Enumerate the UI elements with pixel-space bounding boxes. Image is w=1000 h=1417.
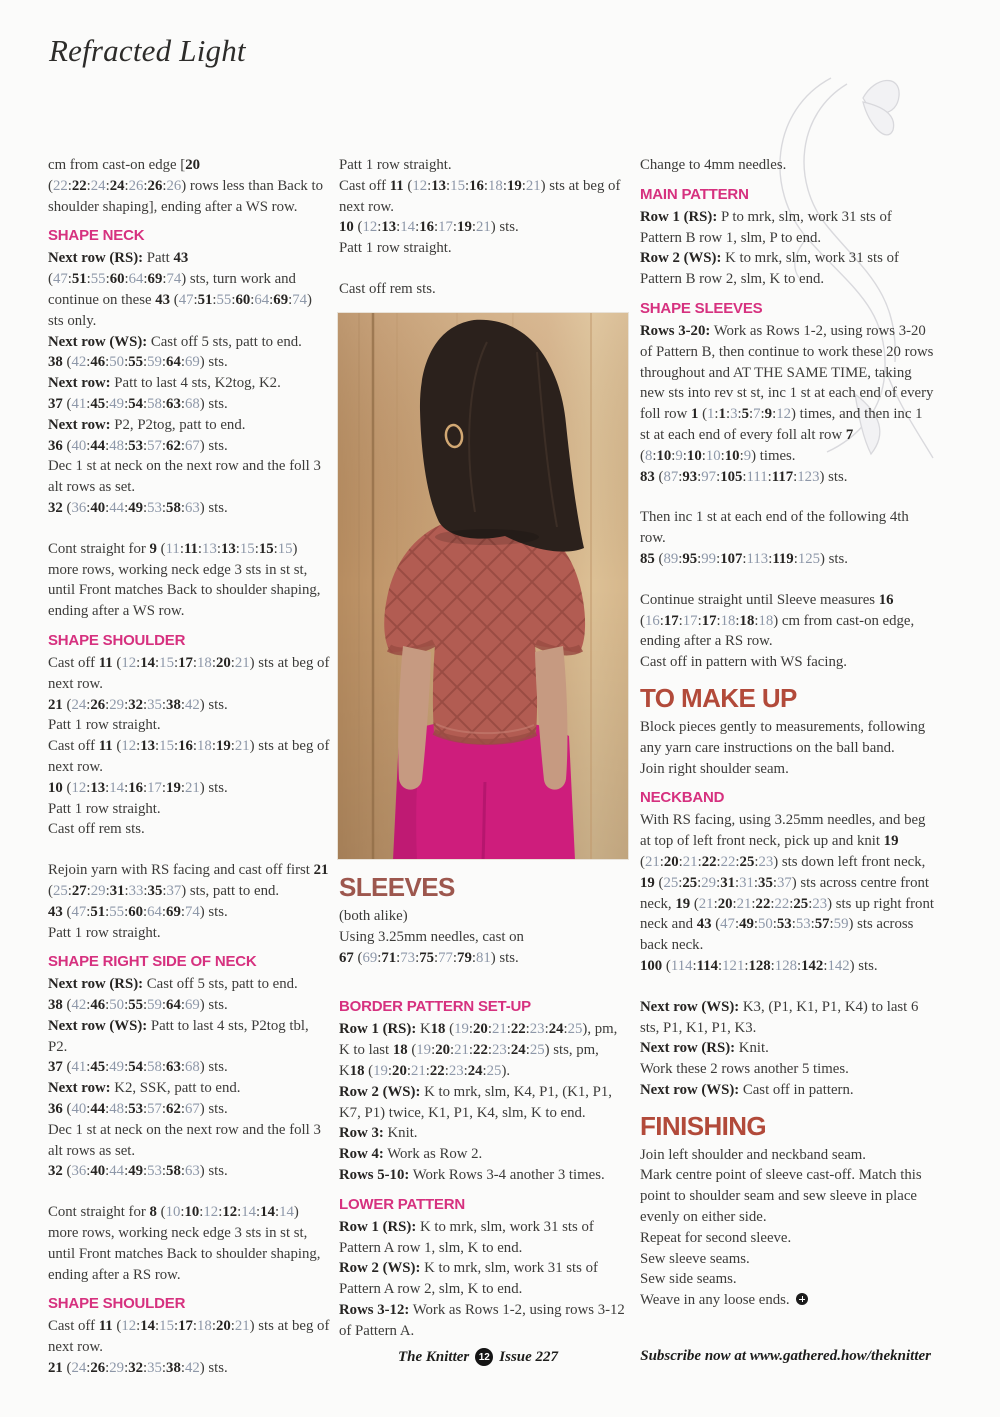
pattern-line: Next row (WS): Cast off in pattern. [640,1081,854,1098]
pattern-line: Block pieces gently to measurements, following any yarn care instructions on the ball band. [640,718,926,756]
pattern-line: Row 1 (RS): P to mrk, slm, work 31 sts of Pattern B row 1, slm, P to end. [640,208,892,246]
section-heading-large: SLEEVES [339,872,455,902]
pattern-line: Patt 1 row straight. [339,240,452,257]
section-heading: SHAPE NECK [48,227,145,245]
pattern-line: Patt 1 row straight. [339,157,452,173]
subscribe-text: Subscribe now at [640,1348,750,1364]
pattern-line: 10 (12:13:14:16:17:19:21) sts. [339,219,519,236]
paragraph [48,248,330,518]
section-heading: BORDER PATTERN SET-UP [339,998,531,1016]
pattern-line: Next row (WS): Cast off 5 sts, patt to end. [48,333,302,350]
pattern-line: Then inc 1 st at each end of the following 4th row. [640,509,909,547]
pattern-line: Rejoin yarn with RS facing and cast off first 21 (25:27:29:31:33:35:37) sts, patt to end. [48,862,329,899]
paragraph-gap [48,519,330,539]
text-column-3 [640,155,936,1311]
paragraph [48,653,330,840]
paragraph [640,590,936,673]
section-heading: SHAPE SHOULDER [48,1295,186,1313]
paragraph [339,1217,627,1342]
pattern-line: Join left shoulder and neckband seam. [640,1146,866,1163]
paragraph [48,860,330,943]
paragraph [48,1202,330,1285]
paragraph [339,155,627,259]
pattern-line: Cont straight for 8 (10:10:12:12:14:14:14) more rows, working neck edge 3 sts in st st, until Front matches Back to shoulder shaping, ending after a RS row. [48,1204,321,1283]
paragraph [640,810,936,976]
pattern-line: Cast off 11 (12:14:15:17:18:20:21) sts at beg of next row. [48,654,330,692]
pattern-line: Using 3.25mm needles, cast on [339,928,524,945]
section-heading-large: FINISHING [640,1110,767,1141]
paragraph [640,507,936,569]
footer-issue-info [398,1348,558,1366]
pattern-line: Patt 1 row straight. [48,924,161,941]
section-heading: SHAPE RIGHT SIDE OF NECK [48,953,257,971]
pattern-line: Dec 1 st at neck on the next row and the foll 3 alt rows as set. [48,458,321,496]
paragraph-gap [339,259,627,279]
pattern-line: Cast off in pattern with WS facing. [640,654,847,671]
paragraph [48,974,330,1182]
end-of-pattern-icon [796,1293,808,1305]
pattern-line: Work these 2 rows another 5 times. [640,1061,849,1078]
issue-number: Issue 227 [499,1348,559,1365]
footer-subscribe [640,1348,931,1365]
paragraph [640,321,936,487]
footer [0,1348,1000,1374]
pattern-line: 32 (36:40:44:49:53:58:63) sts. [48,1163,228,1180]
text-column-2-top [339,155,627,300]
pattern-line: Cast off 11 (12:14:15:17:18:20:21) sts at beg of next row. [48,1318,330,1356]
pattern-line: 21 (24:26:29:32:35:38:42) sts. [48,696,228,713]
pattern-line: 37 (41:45:49:54:58:63:68) sts. [48,395,228,412]
pattern-line: 36 (40:44:48:53:57:62:67) sts. [48,437,228,454]
pattern-line: Row 4: Work as Row 2. [339,1146,483,1163]
section-heading: SHAPE SHOULDER [48,631,186,649]
section-heading-large: TO MAKE UP [640,682,797,713]
pattern-line: Next row (WS): K3, (P1, K1, P1, K4) to last 6 sts, P1, K1, P1, K3. [640,998,919,1036]
pattern-line: Row 2 (WS): K to mrk, slm, work 31 sts of Pattern B row 2, slm, K to end. [640,250,899,288]
pattern-line: Sew side seams. [640,1271,737,1288]
model-photo-illustration [337,312,629,860]
pattern-line: 10 (12:13:14:16:17:19:21) sts. [48,779,228,796]
pattern-line: Row 1 (RS): K to mrk, slm, work 31 sts of Pattern A row 1, slm, K to end. [339,1218,594,1256]
pattern-line: Join right shoulder seam. [640,760,789,777]
pattern-line: Mark centre point of sleeve cast-off. Match this point to shoulder seam and sew sleeve in place evenly on either side. [640,1167,922,1226]
paragraph-gap [640,570,936,590]
paragraph [640,155,936,176]
pattern-line: Weave in any loose ends. [640,1290,936,1311]
paragraph-gap [48,1182,330,1202]
article-title: Refracted Light [49,33,246,68]
pattern-line: Next row (RS): Patt 43 (47:51:55:60:64:69:74) sts, turn work and continue on these 43 (47:51:55:60:64:69:74) sts only. [48,250,312,329]
pattern-line: Cast off 11 (12:13:15:16:18:19:21) sts at beg of next row. [48,738,330,775]
pattern-line: Row 2 (WS): K to mrk, slm, work 31 sts of Pattern A row 2, slm, K to end. [339,1260,598,1298]
pattern-line: Next row (RS): Cast off 5 sts, patt to end. [48,976,298,993]
paragraph [48,155,330,217]
pattern-line: 100 (114:114:121:128:128:142:142) sts. [640,957,878,974]
pattern-line: 32 (36:40:44:49:53:58:63) sts. [48,499,228,516]
pattern-line: 85 (89:95:99:107:113:119:125) sts. [640,550,848,567]
paragraph-gap [640,977,936,997]
pattern-line: Row 1 (RS): K18 (19:20:21:22:23:24:25), pm, K to last 18 (19:20:21:22:23:24:25) sts, pm, K18 (19:20:21:22:23:24:25). [339,1021,618,1079]
pattern-line: Cast off rem sts. [339,280,436,297]
pattern-line: Continue straight until Sleeve measures 16 (16:17:17:17:18:18:18) cm from cast-on edge, ending after a RS row. [640,591,915,650]
pattern-line: 38 (42:46:50:55:59:64:69) sts. [48,354,228,371]
paragraph [640,1145,936,1311]
paragraph-gap [48,840,330,860]
pattern-line: cm from cast-on edge [20 (22:22:24:24:26:26:26) rows less than Back to shoulder shaping], ending after a WS row. [48,157,324,215]
paragraph [339,1019,627,1185]
paragraph [640,207,936,290]
pattern-line: Next row: K2, SSK, patt to end. [48,1080,241,1097]
pattern-line: Next row (WS): Patt to last 4 sts, P2tog tbl, P2. [48,1017,309,1055]
pattern-line: Next row: Patt to last 4 sts, K2tog, K2. [48,375,281,392]
pattern-line: Row 3: Knit. [339,1125,418,1142]
pattern-line: (both alike) [339,908,408,924]
pattern-line: 83 (87:93:97:105:111:117:123) sts. [640,468,848,485]
pattern-line: Rows 3-20: Work as Rows 1-2, using rows 3-20 of Pattern B, then continue to work these 20 rows throughout and AT THE SAME TIME, taking new sts into rev st st, inc 1 st at each end of every foll row 1 (1:1:3:5:7:9:12) times, and then inc 1 st at each end of every foll alt row 7 (8:10:9:10:10:10:9) times. [640,322,934,464]
section-heading: LOWER PATTERN [339,1195,465,1213]
issue-badge: 12 [475,1348,493,1366]
subscribe-url: www.gathered.how/theknitter [749,1348,931,1364]
model-photo [337,312,629,860]
paragraph [339,906,627,968]
pattern-line: 36 (40:44:48:53:57:62:67) sts. [48,1101,228,1118]
pattern-line: Cast off 11 (12:13:15:16:18:19:21) sts at beg of next row. [339,177,621,215]
pattern-line: Row 2 (WS): K to mrk, slm, K4, P1, (K1, P1, K7, P1) twice, K1, P1, K4, slm, K to end. [339,1083,612,1121]
pattern-line: Dec 1 st at neck on the next row and the foll 3 alt rows as set. [48,1121,321,1159]
pattern-line: Cast off rem sts. [48,821,145,838]
pattern-line: Sew sleeve seams. [640,1250,750,1267]
pattern-line: 37 (41:45:49:54:58:63:68) sts. [48,1059,228,1076]
section-heading: MAIN PATTERN [640,185,749,203]
pattern-line: 38 (42:46:50:55:59:64:69) sts. [48,997,228,1014]
paragraph-gap [640,487,936,507]
text-column-1 [48,155,330,1379]
pattern-line: Rows 5-10: Work Rows 3-4 another 3 times. [339,1166,605,1183]
pattern-line: 43 (47:51:55:60:64:69:74) sts. [48,903,228,920]
pattern-line: Patt 1 row straight. [48,800,161,817]
paragraph [640,997,936,1101]
magazine-name: The Knitter [398,1348,470,1365]
pattern-line: Patt 1 row straight. [48,717,161,734]
section-heading: NECKBAND [640,789,725,807]
pattern-line: 21 (24:26:29:32:35:38:42) sts. [48,1360,228,1377]
paragraph-gap [339,968,627,988]
pattern-line: Next row: P2, P2tog, patt to end. [48,416,246,433]
text-column-2-bottom [339,872,627,1342]
section-heading: SHAPE SLEEVES [640,299,763,317]
pattern-line: 67 (69:71:73:75:77:79:81) sts. [339,949,519,966]
pattern-line: With RS facing, using 3.25mm needles, and beg at top of left front neck, pick up and knit 19 (21:20:21:22:22:25:23) sts down left front neck, 19 (25:25:29:31:31:35:37) sts across centre front neck, 19 (21:20:21:22:22:25:23) sts up right front neck and 43 (47:49:50:53:53:57:59) sts across back neck. [640,812,934,954]
pattern-line: Change to 4mm needles. [640,157,787,173]
paragraph [48,539,330,622]
pattern-line: Rows 3-12: Work as Rows 1-2, using rows 3-12 of Pattern A. [339,1301,625,1339]
pattern-line: Next row (RS): Knit. [640,1040,769,1057]
pattern-line: Repeat for second sleeve. [640,1229,792,1246]
pattern-line: Cont straight for 9 (11:11:13:13:15:15:15) more rows, working neck edge 3 sts in st st, until Front matches Back to shoulder shaping, ending after a WS row. [48,540,321,620]
paragraph [640,717,936,779]
paragraph [339,279,627,300]
